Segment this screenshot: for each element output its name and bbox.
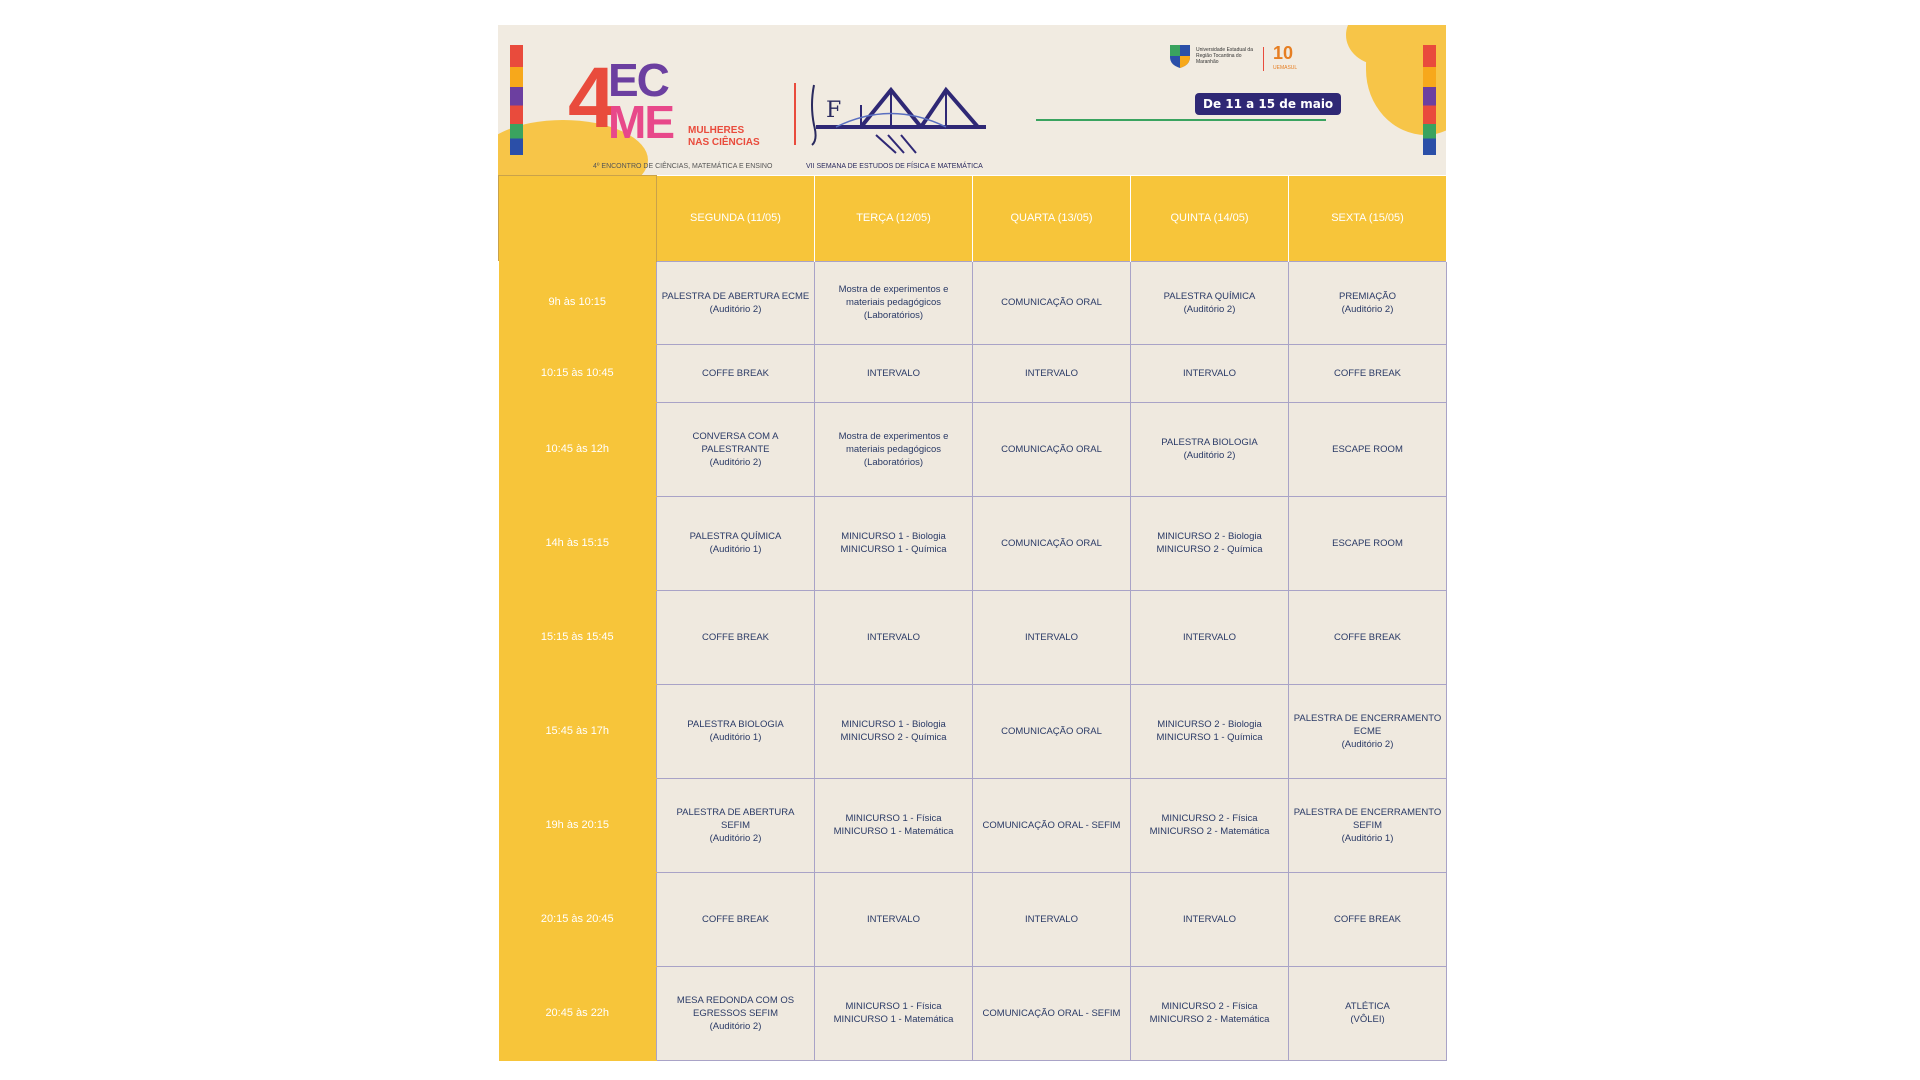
activity-cell: COFFE BREAK [1289, 590, 1447, 684]
table-row [499, 590, 1447, 684]
activity-cell: PALESTRA QUÍMICA (Auditório 2) [1131, 261, 1289, 344]
day-header: SEXTA (15/05) [1289, 176, 1447, 262]
schedule-header-row [499, 176, 1447, 262]
activity-cell: ATLÉTICA (VÔLEI) [1289, 966, 1447, 1060]
activity-cell: ESCAPE ROOM [1289, 496, 1447, 590]
activity-cell: ESCAPE ROOM [1289, 402, 1447, 496]
time-slot: 10:15 às 10:45 [499, 344, 657, 402]
activity-cell: PALESTRA DE ENCERRAMENTO SEFIM (Auditório 1) [1289, 778, 1447, 872]
uema-anniversary-label: UEMASUL [1273, 65, 1298, 71]
decorative-line [1036, 119, 1326, 121]
activity-cell: COMUNICAÇÃO ORAL [973, 402, 1131, 496]
time-slot: 20:45 às 22h [499, 966, 657, 1060]
table-row [499, 872, 1447, 966]
table-row [499, 402, 1447, 496]
activity-cell: COMUNICAÇÃO ORAL [973, 684, 1131, 778]
activity-cell: MINICURSO 2 - Biologia MINICURSO 2 - Química [1131, 496, 1289, 590]
activity-cell: Mostra de experimentos e materiais pedagógicos (Laboratórios) [815, 261, 973, 344]
activity-cell: PALESTRA DE ABERTURA ECME (Auditório 2) [657, 261, 815, 344]
bridge-icon [806, 65, 991, 160]
activity-cell: MINICURSO 1 - Física MINICURSO 1 - Matemática [815, 778, 973, 872]
day-header: TERÇA (12/05) [815, 176, 973, 262]
activity-cell: COFFE BREAK [1289, 344, 1447, 402]
activity-cell: INTERVALO [815, 872, 973, 966]
activity-cell: COFFE BREAK [1289, 872, 1447, 966]
activity-cell: INTERVALO [973, 590, 1131, 684]
table-row [499, 684, 1447, 778]
activity-cell: COFFE BREAK [657, 872, 815, 966]
activity-cell: COMUNICAÇÃO ORAL [973, 261, 1131, 344]
table-row [499, 344, 1447, 402]
ecme-logo-bottom: ME [608, 96, 673, 148]
logo-divider [794, 83, 796, 145]
uema-anniversary: 10 [1273, 43, 1294, 63]
time-slot: 14h às 15:15 [499, 496, 657, 590]
table-row [499, 496, 1447, 590]
event-banner [498, 25, 1446, 175]
ecme-logo [568, 50, 778, 170]
time-slot: 15:45 às 17h [499, 684, 657, 778]
activity-cell: COFFE BREAK [657, 344, 815, 402]
activity-cell: COFFE BREAK [657, 590, 815, 684]
schedule-table [498, 175, 1447, 1061]
time-slot: 15:15 às 15:45 [499, 590, 657, 684]
sefim-full-name: VII SEMANA DE ESTUDOS DE FÍSICA E MATEMÁTICA [806, 163, 983, 170]
activity-cell: Mostra de experimentos e materiais pedagógicos (Laboratórios) [815, 402, 973, 496]
activity-cell: MINICURSO 2 - Biologia MINICURSO 1 - Química [1131, 684, 1289, 778]
time-slot: 19h às 20:15 [499, 778, 657, 872]
activity-cell: INTERVALO [973, 872, 1131, 966]
activity-cell: INTERVALO [815, 590, 973, 684]
table-row [499, 261, 1447, 344]
uema-divider [1263, 47, 1264, 71]
date-range-badge: De 11 a 15 de maio [1195, 93, 1341, 115]
uema-name: Universidade Estadual da Região Tocantina do Maranhão [1196, 47, 1253, 65]
ecme-full-name: 4º ENCONTRO DE CIÊNCIAS, MATEMÁTICA E ENSINO [593, 163, 773, 170]
activity-cell: PALESTRA DE ENCERRAMENTO ECME (Auditório 2) [1289, 684, 1447, 778]
table-row [499, 778, 1447, 872]
activity-cell: COMUNICAÇÃO ORAL - SEFIM [973, 966, 1131, 1060]
uema-logo [1168, 43, 1328, 83]
color-strip-left [510, 45, 523, 155]
activity-cell: INTERVALO [815, 344, 973, 402]
activity-cell: INTERVALO [973, 344, 1131, 402]
schedule-sheet [498, 25, 1446, 1068]
ecme-logo-number: 4 [568, 50, 616, 146]
activity-cell: PREMIAÇÃO (Auditório 2) [1289, 261, 1447, 344]
ecme-tagline-line1: MULHERES [688, 125, 745, 136]
shield-icon [1168, 43, 1192, 69]
activity-cell: MINICURSO 1 - Física MINICURSO 1 - Matemática [815, 966, 973, 1060]
corner-cell [499, 176, 657, 262]
day-header: QUARTA (13/05) [973, 176, 1131, 262]
activity-cell: COMUNICAÇÃO ORAL [973, 496, 1131, 590]
ecme-tagline [688, 125, 760, 149]
activity-cell: PALESTRA BIOLOGIA (Auditório 1) [657, 684, 815, 778]
activity-cell: MINICURSO 1 - Biologia MINICURSO 1 - Química [815, 496, 973, 590]
activity-cell: INTERVALO [1131, 590, 1289, 684]
activity-cell: COMUNICAÇÃO ORAL - SEFIM [973, 778, 1131, 872]
color-strip-right [1423, 45, 1436, 155]
ecme-logo-top: EC [608, 54, 668, 106]
activity-cell: CONVERSA COM A PALESTRANTE (Auditório 2) [657, 402, 815, 496]
activity-cell: INTERVALO [1131, 344, 1289, 402]
time-slot: 20:15 às 20:45 [499, 872, 657, 966]
activity-cell: MINICURSO 2 - Física MINICURSO 2 - Matemática [1131, 778, 1289, 872]
sefim-logo [806, 65, 991, 170]
ecme-tagline-line2: NAS CIÊNCIAS [688, 137, 760, 148]
activity-cell: MINICURSO 2 - Física MINICURSO 2 - Matemática [1131, 966, 1289, 1060]
day-header: QUINTA (14/05) [1131, 176, 1289, 262]
time-slot: 10:45 às 12h [499, 402, 657, 496]
svg-text:F: F [826, 98, 842, 123]
time-slot: 9h às 10:15 [499, 261, 657, 344]
activity-cell: MESA REDONDA COM OS EGRESSOS SEFIM (Auditório 2) [657, 966, 815, 1060]
day-header: SEGUNDA (11/05) [657, 176, 815, 262]
table-row [499, 966, 1447, 1060]
activity-cell: INTERVALO [1131, 872, 1289, 966]
activity-cell: PALESTRA QUÍMICA (Auditório 1) [657, 496, 815, 590]
activity-cell: MINICURSO 1 - Biologia MINICURSO 2 - Química [815, 684, 973, 778]
activity-cell: PALESTRA BIOLOGIA (Auditório 2) [1131, 402, 1289, 496]
activity-cell: PALESTRA DE ABERTURA SEFIM (Auditório 2) [657, 778, 815, 872]
